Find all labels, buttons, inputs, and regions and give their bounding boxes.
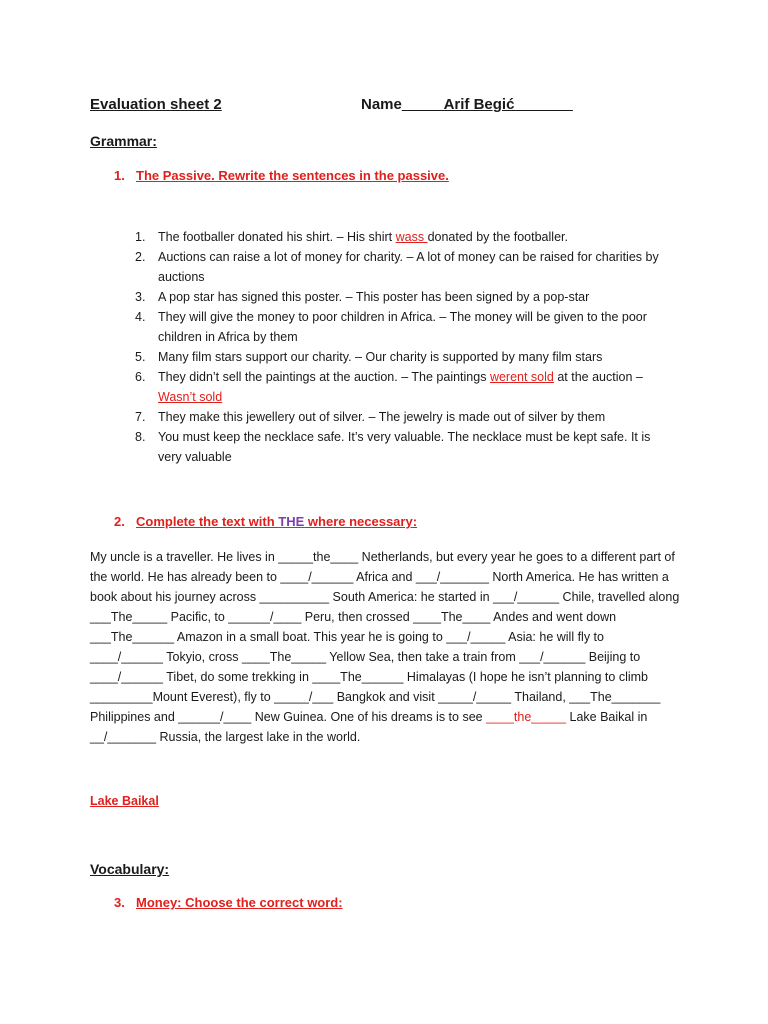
section-3-number: 3. xyxy=(114,895,125,910)
sheet-title: Evaluation sheet 2 xyxy=(90,96,222,113)
answer-the: ____the_____ xyxy=(486,710,567,724)
list-item: 3. A pop star has signed this poster. – This poster has been signed by a pop-star xyxy=(135,290,590,304)
section-3-heading xyxy=(114,895,343,910)
name-value: _____Arif Begić_______ xyxy=(401,96,573,113)
section-2-title-b: where necessary: xyxy=(304,514,418,529)
lake-baikal-link[interactable]: Lake Baikal xyxy=(90,794,159,808)
section-1-title: The Passive. Rewrite the sentences in the passive. xyxy=(136,168,449,183)
list-item: 7. They make this jewellery out of silver. – The jewelry is made out of silver by them xyxy=(135,410,606,424)
section-1-heading xyxy=(114,168,449,183)
section-2-title-a: Complete the text with xyxy=(136,514,279,529)
name-label: Name xyxy=(361,96,402,113)
name-field xyxy=(361,96,573,113)
list-item: 8. You must keep the necklace safe. It’s very valuable. The necklace must be kept safe. It is very valuable xyxy=(135,430,651,464)
passive-exercise-list xyxy=(135,227,675,467)
section-3-title: Money: Choose the correct word: xyxy=(136,895,343,910)
section-2-title-the: THE xyxy=(278,514,305,529)
fill-in-paragraph: My uncle is a traveller. He lives in _____the____ Netherlands, but every year he goes to a different part of the world. He has already been to ____/______ Africa and ___/_______ North America. He has written a book about his journey across __________ South America: he started in ___/______ Chile, travelled along ___The_____ Pacific, to ______/____ Peru, then crossed ____The____ Andes and went down ___The______ Amazon in a small boat. This year he is going to ___/_____ Asia: he will fly to ____/______ Tokyio, cross ____The_____ Yellow Sea, then take a train from ___/______ Beijing to ____/______ Tibet, do some trekking in ____The______ Himalayas (I hope he isn’t planning to climb _________Mount Everest), fly to _____/___ Bangkok and visit _____/_____ Thailand, ___The_______ Philippines and ______/____ New Guinea. One of his dreams is to see ____the_____ Lake Baikal in __/_______ Russia, the largest lake in the world. xyxy=(90,550,680,744)
section-2-heading xyxy=(114,514,417,529)
grammar-heading: Grammar: xyxy=(90,133,157,149)
section-2-number: 2. xyxy=(114,514,125,529)
list-item: 4. They will give the money to poor children in Africa. – The money will be given to the poor children in Africa by them xyxy=(135,310,647,344)
list-item: 5. Many film stars support our charity. – Our charity is supported by many film stars xyxy=(135,350,603,364)
list-item: 6. They didn’t sell the paintings at the auction. – The paintings werent sold at the auction – Wasn’t sold xyxy=(135,370,643,404)
list-item: 1. The footballer donated his shirt. – His shirt wass donated by the footballer. xyxy=(135,230,568,244)
section-1-number: 1. xyxy=(114,168,125,183)
vocabulary-heading: Vocabulary: xyxy=(90,861,170,877)
list-item: 2. Auctions can raise a lot of money for charity. – A lot of money can be raised for charities by auctions xyxy=(135,250,659,284)
